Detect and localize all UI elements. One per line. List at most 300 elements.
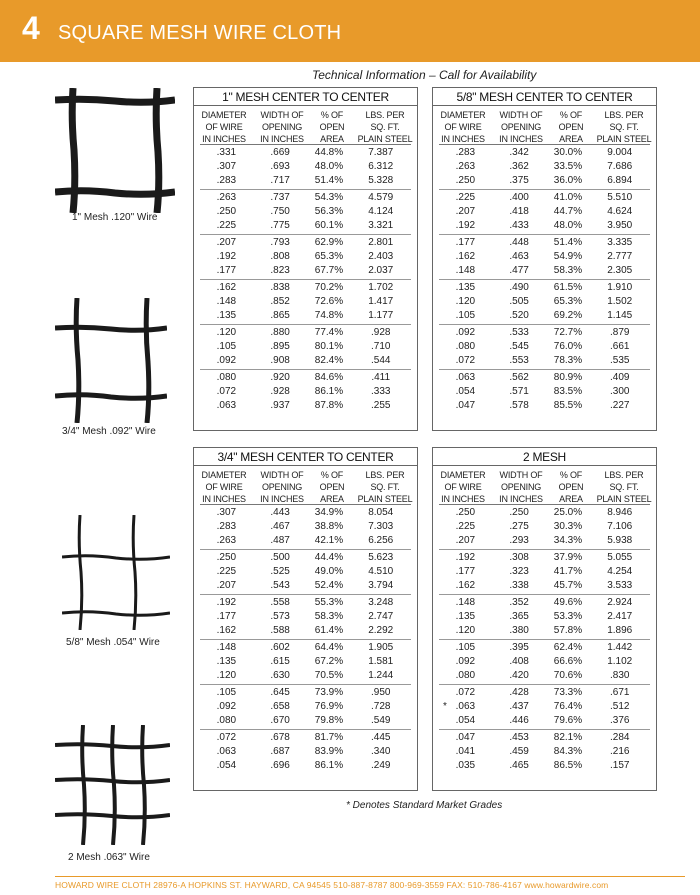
cell-weight: 2.417 — [607, 611, 633, 622]
cell-opening: .630 — [270, 670, 290, 681]
col-weight: LBS. PER SQ. FT. PLAIN STEEL — [357, 470, 413, 504]
table-row — [439, 551, 650, 565]
cell-diameter: .148 — [216, 296, 237, 307]
cell-opening: .323 — [509, 566, 529, 577]
cell-weight: 1.905 — [368, 642, 394, 653]
cell-weight: 3.950 — [607, 220, 633, 231]
wire — [55, 744, 170, 747]
cell-opening: .380 — [509, 625, 529, 636]
cell-open-area: 37.9% — [553, 552, 583, 563]
cell-open-area: 66.6% — [553, 656, 583, 667]
row-group — [200, 235, 411, 280]
table-row — [200, 191, 411, 205]
wire — [62, 556, 170, 560]
cell-diameter: .072 — [455, 687, 476, 698]
table-row — [200, 506, 411, 520]
cell-open-area: 76.9% — [314, 701, 344, 712]
cell-weight: .409 — [609, 372, 630, 383]
cell-opening: .669 — [270, 147, 290, 158]
cell-open-area: 76.0% — [553, 341, 583, 352]
col-opening: WIDTH OF OPENING IN INCHES — [499, 470, 543, 504]
cell-opening: .250 — [509, 507, 529, 518]
table-row — [200, 714, 411, 728]
col-diameter: DIAMETER OF WIRE IN INCHES — [440, 470, 486, 504]
table-row — [200, 641, 411, 655]
column-headers — [433, 106, 656, 144]
cell-open-area: 70.5% — [314, 670, 344, 681]
cell-diameter: .092 — [216, 355, 237, 366]
table-row — [200, 759, 411, 773]
cell-weight: .284 — [609, 732, 630, 743]
table-row — [200, 624, 411, 638]
cell-diameter: .148 — [216, 642, 237, 653]
cell-opening: .823 — [270, 265, 290, 276]
cell-open-area: 25.0% — [553, 507, 583, 518]
cell-weight: .671 — [609, 687, 630, 698]
cell-weight: 3.533 — [607, 580, 633, 591]
cell-weight: 6.256 — [368, 535, 394, 546]
cell-opening: .658 — [270, 701, 290, 712]
table-row — [439, 371, 650, 385]
col-opening: WIDTH OF OPENING IN INCHES — [499, 110, 543, 144]
caption-1in-mesh: 1" Mesh .120" Wire — [72, 212, 158, 223]
table-2-mesh — [432, 447, 657, 791]
mesh-swatch-3-4in-icon — [55, 298, 167, 423]
cell-open-area: 84.6% — [314, 372, 344, 383]
cell-weight: 4.624 — [607, 206, 633, 217]
cell-diameter: .105 — [216, 341, 237, 352]
cell-opening: .775 — [270, 220, 290, 231]
cell-diameter: .207 — [455, 535, 476, 546]
cell-open-area: 36.0% — [553, 175, 583, 186]
row-group — [439, 640, 650, 685]
row-group — [200, 190, 411, 235]
cell-open-area: 62.4% — [553, 642, 583, 653]
cell-weight: .830 — [609, 670, 630, 681]
cell-opening: .750 — [270, 206, 290, 217]
cell-opening: .645 — [270, 687, 290, 698]
cell-opening: .490 — [509, 282, 529, 293]
table-row — [439, 745, 650, 759]
wire — [76, 298, 79, 423]
cell-diameter: .263 — [216, 535, 237, 546]
cell-diameter: .063 — [455, 372, 476, 383]
caption-5-8in-mesh: 5/8" Mesh .054" Wire — [66, 637, 160, 648]
cell-opening: .793 — [270, 237, 290, 248]
cell-open-area: 48.0% — [314, 161, 344, 172]
cell-opening: .395 — [509, 642, 529, 653]
cell-open-area: 73.3% — [553, 687, 583, 698]
table-row — [439, 731, 650, 745]
mesh-swatch-1in-icon — [55, 88, 175, 213]
cell-open-area: 86.1% — [314, 760, 344, 771]
caption-3-4in-mesh: 3/4" Mesh .092" Wire — [62, 426, 156, 437]
cell-diameter: .041 — [455, 746, 476, 757]
cell-open-area: 52.4% — [314, 580, 344, 591]
cell-opening: .573 — [270, 611, 290, 622]
table-body — [194, 145, 417, 414]
table-row — [439, 219, 650, 233]
cell-opening: .448 — [509, 237, 529, 248]
table-row — [439, 174, 650, 188]
table-row — [439, 669, 650, 683]
cell-opening: .687 — [270, 746, 290, 757]
cell-weight: .333 — [370, 386, 391, 397]
table-row — [200, 354, 411, 368]
cell-open-area: 65.3% — [553, 296, 583, 307]
cell-diameter: .207 — [216, 237, 237, 248]
row-group — [200, 145, 411, 190]
cell-weight: .535 — [609, 355, 630, 366]
table-row — [439, 624, 650, 638]
cell-opening: .562 — [509, 372, 529, 383]
cell-diameter: .162 — [216, 282, 237, 293]
table-row — [200, 309, 411, 323]
row-group — [439, 190, 650, 235]
cell-open-area: 61.5% — [553, 282, 583, 293]
cell-open-area: 78.3% — [553, 355, 583, 366]
cell-weight: 1.581 — [368, 656, 394, 667]
cell-weight: 1.910 — [607, 282, 633, 293]
wire — [55, 779, 170, 782]
cell-opening: .838 — [270, 282, 290, 293]
cell-open-area: 85.5% — [553, 400, 583, 411]
cell-opening: .696 — [270, 760, 290, 771]
table-row — [439, 506, 650, 520]
row-group — [200, 730, 411, 774]
cell-diameter: .148 — [455, 265, 476, 276]
table-row — [439, 565, 650, 579]
cell-open-area: 65.3% — [314, 251, 344, 262]
cell-diameter: .250 — [455, 175, 476, 186]
cell-open-area: 30.3% — [553, 521, 583, 532]
row-group — [200, 640, 411, 685]
col-open-area: % OF OPEN AREA — [558, 110, 584, 144]
column-headers — [194, 466, 417, 504]
cell-opening: .500 — [270, 552, 290, 563]
cell-open-area: 58.3% — [553, 265, 583, 276]
col-open-area: % OF OPEN AREA — [558, 470, 584, 504]
table-row — [200, 579, 411, 593]
cell-weight: .710 — [370, 341, 391, 352]
cell-open-area: 70.6% — [553, 670, 583, 681]
table-row — [200, 160, 411, 174]
cell-diameter: .135 — [455, 282, 476, 293]
cell-diameter: .063 — [455, 701, 476, 712]
table-body — [194, 505, 417, 774]
cell-weight: .376 — [609, 715, 630, 726]
cell-open-area: 83.9% — [314, 746, 344, 757]
cell-weight: .227 — [609, 400, 630, 411]
table-row — [439, 385, 650, 399]
cell-opening: .615 — [270, 656, 290, 667]
table-row — [200, 731, 411, 745]
header-banner — [0, 0, 700, 62]
cell-weight: 7.106 — [607, 521, 633, 532]
table-row — [439, 191, 650, 205]
cell-open-area: 70.2% — [314, 282, 344, 293]
cell-weight: 3.248 — [368, 597, 394, 608]
row-group — [200, 550, 411, 595]
cell-weight: .950 — [370, 687, 391, 698]
section-number: 4 — [22, 10, 40, 46]
cell-diameter: .148 — [455, 597, 476, 608]
cell-weight: 6.894 — [607, 175, 633, 186]
table-row — [439, 205, 650, 219]
cell-weight: 2.403 — [368, 251, 394, 262]
wire — [55, 814, 170, 817]
cell-diameter: .192 — [216, 597, 237, 608]
table-row — [200, 295, 411, 309]
table-1in-mesh — [193, 87, 418, 431]
cell-opening: .520 — [509, 310, 529, 321]
col-opening: WIDTH OF OPENING IN INCHES — [260, 110, 304, 144]
table-row — [200, 236, 411, 250]
cell-diameter: .135 — [216, 656, 237, 667]
cell-diameter: .283 — [455, 147, 476, 158]
cell-weight: .728 — [370, 701, 391, 712]
cell-open-area: 49.6% — [553, 597, 583, 608]
cell-opening: .400 — [509, 192, 529, 203]
row-group — [439, 730, 650, 774]
cell-diameter: .072 — [455, 355, 476, 366]
table-3-4in-mesh — [193, 447, 418, 791]
cell-open-area: 83.5% — [553, 386, 583, 397]
cell-weight: .661 — [609, 341, 630, 352]
cell-weight: .411 — [371, 372, 391, 383]
table-row — [439, 160, 650, 174]
cell-weight: 1.145 — [607, 310, 633, 321]
cell-open-area: 80.1% — [314, 341, 344, 352]
cell-open-area: 77.4% — [314, 327, 344, 338]
cell-open-area: 38.8% — [314, 521, 344, 532]
table-row — [439, 641, 650, 655]
row-group — [439, 280, 650, 325]
table-row — [200, 385, 411, 399]
table-row — [200, 610, 411, 624]
cell-diameter: .225 — [455, 521, 476, 532]
table-row — [200, 326, 411, 340]
cell-diameter: .080 — [455, 341, 476, 352]
cell-weight: 4.124 — [368, 206, 394, 217]
cell-weight: 5.328 — [368, 175, 394, 186]
cell-opening: .670 — [270, 715, 290, 726]
table-row — [200, 565, 411, 579]
cell-open-area: 44.4% — [314, 552, 344, 563]
wire — [142, 725, 145, 845]
cell-open-area: 54.3% — [314, 192, 344, 203]
cell-open-area: 87.8% — [314, 400, 344, 411]
cell-opening: .467 — [270, 521, 290, 532]
cell-open-area: 84.3% — [553, 746, 583, 757]
cell-weight: 2.305 — [607, 265, 633, 276]
row-group — [200, 280, 411, 325]
table-row — [200, 520, 411, 534]
cell-weight: 2.037 — [368, 265, 394, 276]
cell-weight: 6.312 — [368, 161, 394, 172]
cell-diameter: .307 — [216, 507, 237, 518]
cell-open-area: 30.0% — [553, 147, 583, 158]
cell-opening: .437 — [509, 701, 529, 712]
cell-open-area: 55.3% — [314, 597, 344, 608]
cell-opening: .420 — [509, 670, 529, 681]
cell-open-area: 44.8% — [314, 147, 344, 158]
cell-opening: .338 — [509, 580, 529, 591]
footer-contact: HOWARD WIRE CLOTH 28976-A HOPKINS ST. HAYWARD, CA 94545 510-887-8787 800-969-3559 FAX: 510-786-4167 www.howardwire.com — [55, 880, 609, 890]
cell-open-area: 69.2% — [553, 310, 583, 321]
cell-weight: .340 — [370, 746, 391, 757]
cell-weight: 3.335 — [607, 237, 633, 248]
cell-diameter: .047 — [455, 400, 476, 411]
cell-open-area: 60.1% — [314, 220, 344, 231]
cell-opening: .275 — [509, 521, 529, 532]
cell-diameter: .177 — [455, 237, 476, 248]
col-diameter: DIAMETER OF WIRE IN INCHES — [201, 110, 247, 144]
cell-open-area: 79.8% — [314, 715, 344, 726]
cell-open-area: 33.5% — [553, 161, 583, 172]
row-group — [439, 145, 650, 190]
cell-opening: .463 — [509, 251, 529, 262]
cell-diameter: .207 — [216, 580, 237, 591]
table-row — [439, 714, 650, 728]
row-group — [439, 325, 650, 370]
cell-opening: .477 — [509, 265, 529, 276]
cell-weight: 4.579 — [368, 192, 394, 203]
table-row — [439, 250, 650, 264]
cell-opening: .808 — [270, 251, 290, 262]
cell-diameter: .080 — [216, 372, 237, 383]
cell-open-area: 86.5% — [553, 760, 583, 771]
table-row — [200, 399, 411, 413]
cell-diameter: .092 — [455, 327, 476, 338]
col-diameter: DIAMETER OF WIRE IN INCHES — [201, 470, 247, 504]
col-weight: LBS. PER SQ. FT. PLAIN STEEL — [357, 110, 413, 144]
cell-opening: .465 — [509, 760, 529, 771]
cell-opening: .865 — [270, 310, 290, 321]
cell-open-area: 48.0% — [553, 220, 583, 231]
cell-weight: 1.896 — [607, 625, 633, 636]
table-title: 2 MESH — [433, 448, 656, 466]
cell-open-area: 57.8% — [553, 625, 583, 636]
cell-open-area: 56.3% — [314, 206, 344, 217]
column-headers — [433, 466, 656, 504]
table-row — [200, 686, 411, 700]
cell-diameter: .135 — [216, 310, 237, 321]
table-row — [200, 264, 411, 278]
table-row — [439, 340, 650, 354]
table-row — [200, 551, 411, 565]
footnote: * Denotes Standard Market Grades — [346, 800, 503, 811]
col-opening: WIDTH OF OPENING IN INCHES — [260, 470, 304, 504]
table-row — [200, 219, 411, 233]
cell-diameter: .192 — [455, 220, 476, 231]
cell-opening: .453 — [509, 732, 529, 743]
cell-diameter: .080 — [455, 670, 476, 681]
cell-open-area: 72.6% — [314, 296, 344, 307]
cell-opening: .408 — [509, 656, 529, 667]
table-row — [439, 281, 650, 295]
cell-diameter: .331 — [216, 147, 237, 158]
cell-weight: .255 — [370, 400, 391, 411]
cell-diameter: .047 — [455, 732, 476, 743]
wire — [62, 612, 170, 616]
cell-opening: .365 — [509, 611, 529, 622]
cell-weight: 2.292 — [368, 625, 394, 636]
wire — [146, 298, 149, 423]
cell-weight: 9.004 — [607, 147, 633, 158]
cell-weight: 2.924 — [607, 597, 633, 608]
cell-opening: .880 — [270, 327, 290, 338]
table-row — [439, 295, 650, 309]
cell-diameter: .105 — [216, 687, 237, 698]
col-weight: LBS. PER SQ. FT. PLAIN STEEL — [596, 110, 652, 144]
table-row — [200, 340, 411, 354]
cell-opening: .571 — [509, 386, 529, 397]
cell-open-area: 67.7% — [314, 265, 344, 276]
cell-opening: .487 — [270, 535, 290, 546]
cell-opening: .525 — [270, 566, 290, 577]
wire — [55, 191, 175, 195]
cell-weight: 5.623 — [368, 552, 394, 563]
cell-opening: .852 — [270, 296, 290, 307]
cell-weight: 3.794 — [368, 580, 394, 591]
cell-opening: .362 — [509, 161, 529, 172]
cell-weight: 4.254 — [607, 566, 633, 577]
cell-opening: .375 — [509, 175, 529, 186]
cell-weight: 8.054 — [368, 507, 394, 518]
cell-open-area: 34.3% — [553, 535, 583, 546]
cell-weight: 4.510 — [368, 566, 394, 577]
cell-weight: .445 — [370, 732, 391, 743]
cell-opening: .428 — [509, 687, 529, 698]
cell-diameter: .080 — [216, 715, 237, 726]
cell-diameter: .225 — [216, 566, 237, 577]
cell-opening: .578 — [509, 400, 529, 411]
cell-weight: 7.387 — [368, 147, 394, 158]
cell-diameter: .054 — [455, 715, 476, 726]
cell-diameter: .207 — [455, 206, 476, 217]
table-row — [200, 281, 411, 295]
cell-diameter: .054 — [455, 386, 476, 397]
table-row — [439, 610, 650, 624]
cell-open-area: 81.7% — [314, 732, 344, 743]
cell-weight: .512 — [609, 701, 630, 712]
cell-open-area: 61.4% — [314, 625, 344, 636]
cell-diameter: .283 — [216, 521, 237, 532]
cell-opening: .717 — [270, 175, 290, 186]
table-row — [200, 745, 411, 759]
cell-weight: 1.102 — [607, 656, 633, 667]
cell-diameter: .072 — [216, 386, 237, 397]
row-group — [200, 685, 411, 730]
table-row — [439, 759, 650, 773]
subtitle: Technical Information – Call for Availability — [312, 68, 537, 82]
wire — [55, 99, 175, 102]
table-title: 5/8" MESH CENTER TO CENTER — [433, 88, 656, 106]
cell-diameter: .250 — [216, 206, 237, 217]
row-group — [200, 505, 411, 550]
cell-diameter: .283 — [216, 175, 237, 186]
page-title: SQUARE MESH WIRE CLOTH — [58, 22, 342, 44]
cell-opening: .602 — [270, 642, 290, 653]
cell-opening: .443 — [270, 507, 290, 518]
cell-opening: .418 — [509, 206, 529, 217]
cell-weight: .879 — [609, 327, 630, 338]
cell-open-area: 82.4% — [314, 355, 344, 366]
cell-weight: 1.417 — [368, 296, 394, 307]
cell-open-area: 58.3% — [314, 611, 344, 622]
cell-open-area: 79.6% — [553, 715, 583, 726]
